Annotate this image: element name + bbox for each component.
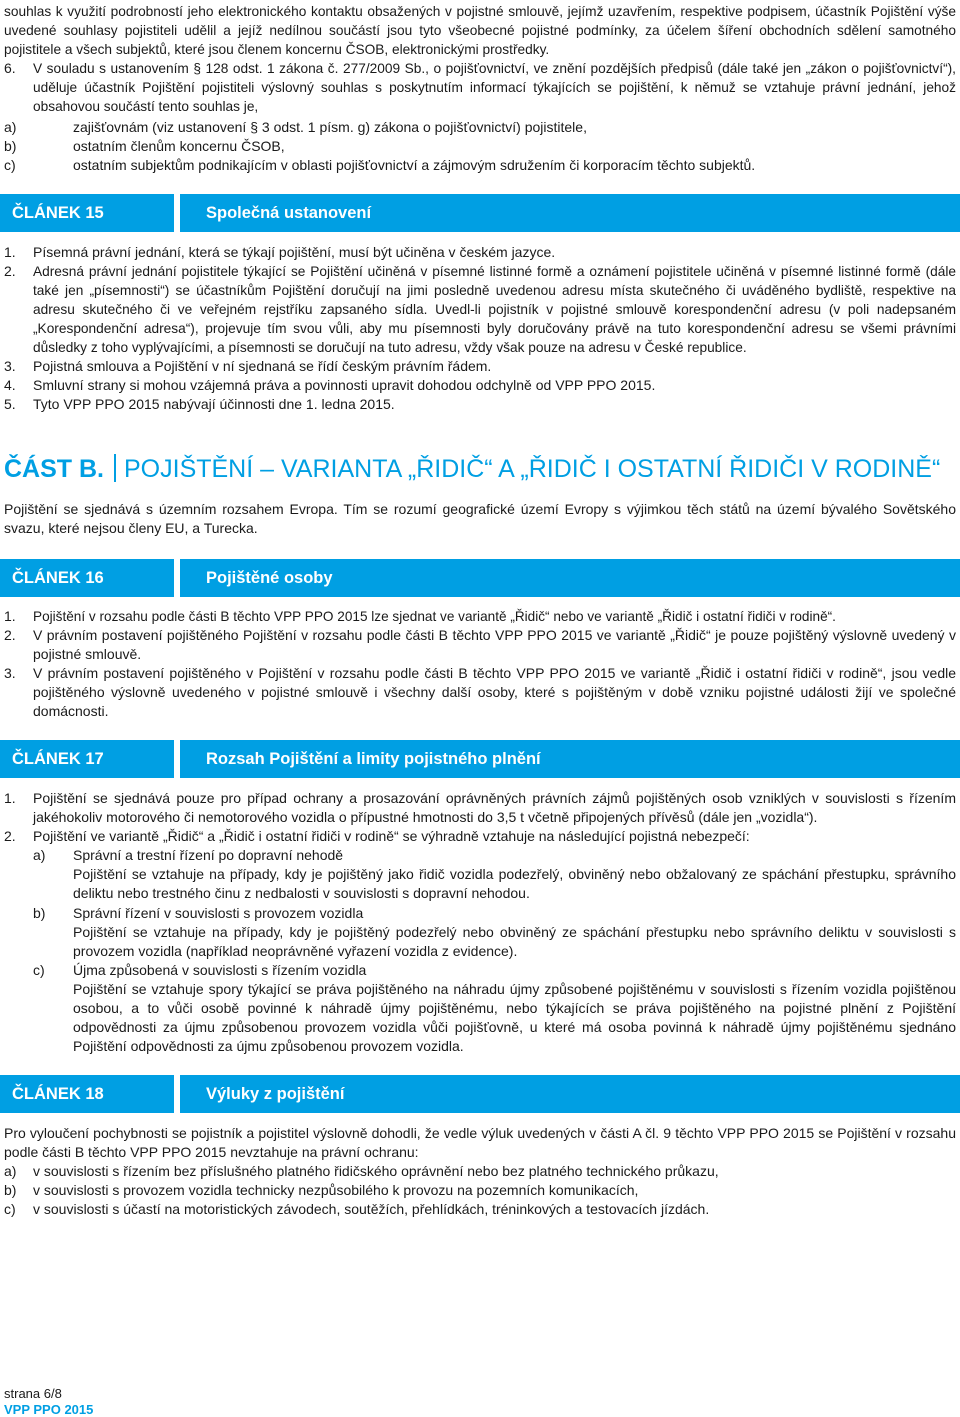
item-number: 1. bbox=[4, 608, 16, 624]
item-number: 2. bbox=[4, 828, 16, 844]
item-number: 2. bbox=[4, 263, 16, 279]
intro-sub-c: ostatním subjektům podnikajícím v oblasti pojišťovnictví a zájmovým sdružením či korporacím těchto subjektů. bbox=[73, 157, 756, 173]
art17-sub-text: Pojištění se vztahuje na případy, kdy je pojištěný jako řidič vozidla podezřelý, obviněný nebo obžalovaný ze spáchání přestupku, správního deliktu nebo trestného činu z nedbalosti v souvislosti s dopravní nehodou. bbox=[73, 866, 956, 901]
art17-sub-heading: Správní řízení v souvislosti s provozem vozidla bbox=[73, 905, 364, 921]
item-number: 3. bbox=[4, 358, 16, 374]
art15-item: Smluvní strany si mohou vzájemná práva a povinnosti upravit dohodou odchylně od VPP PPO 2015. bbox=[33, 377, 656, 393]
article-title: Společná ustanovení bbox=[180, 194, 960, 232]
article-number: ČLÁNEK 16 bbox=[0, 559, 174, 597]
item-letter: b) bbox=[4, 1182, 17, 1198]
article-18-header bbox=[0, 1075, 960, 1113]
item-letter: a) bbox=[33, 847, 46, 863]
article-17-header bbox=[0, 740, 960, 778]
item-number: 6. bbox=[4, 60, 16, 76]
intro-sub-a: zajišťovnám (viz ustanovení § 3 odst. 1 písm. g) zákona o pojišťovnictví) pojistitele, bbox=[73, 119, 587, 135]
item-letter: c) bbox=[4, 157, 16, 173]
part-separator bbox=[114, 454, 116, 482]
art18-item: v souvislosti s provozem vozidla technicky nezpůsobilého k provozu na pozemních komunikacích, bbox=[33, 1182, 639, 1198]
art16-item: Pojištění v rozsahu podle části B těchto VPP PPO 2015 lze sjednat ve variantě „Řidič“ nebo ve variantě „Řidič i ostatní řidiči v rodině“. bbox=[33, 609, 836, 624]
art15-item: Adresná právní jednání pojistitele týkající se Pojištění učiněná v písemné listinné formě a oznámení pojistitele učiněná v písemné listinné formě (dále také jen „písemnosti“) se účastníkům Pojištění doručují na jimi posledně uvedenou adresu místa skutečného či uváděného bydliště, respektive na adresu skutečného či ve veřejném rejstříku zapsaného sídla. Uvedl-li pojistník v pojistné smlouvě korespondenční adresu (v poli nadepsaném „Korespondenční adresa“), projevuje tím svou vůli, aby mu písemnosti byly doručovány právě na tuto korespondenční adresu se všemi právními důsledky z toho vyplývajícími, a písemnosti se doručují na tuto adresu, vždy však pouze na adresu v České republice. bbox=[33, 264, 956, 355]
item-letter: c) bbox=[33, 962, 45, 978]
art17-sub-heading: Správní a trestní řízení po dopravní nehodě bbox=[73, 847, 344, 863]
item-letter: b) bbox=[33, 905, 46, 921]
part-label: ČÁST B. bbox=[4, 455, 104, 483]
intro-paragraph: souhlas k využití podrobností jeho elektronického kontaktu obsažených v pojistné smlouvě, jejímž uzavřením, respektive podpisem, účastník Pojištění výše uvedené souhlasy pojistiteli udělil a jejíž nedílnou součástí jsou tyto všeobecné pojistné podmínky, za účelem šíření obchodních sdělení samotného pojistitele a všech subjektů, které jsou členem koncernu ČSOB, elektronickými prostředky. bbox=[4, 4, 956, 57]
document-code: VPP PPO 2015 bbox=[4, 1402, 94, 1417]
page-number: strana 6/8 bbox=[4, 1386, 62, 1401]
item-letter: c) bbox=[4, 1201, 16, 1217]
item-number: 1. bbox=[4, 790, 16, 806]
art17-sub-heading: Újma způsobená v souvislosti s řízením vozidla bbox=[73, 962, 367, 978]
art16-item: V právním postavení pojištěného Pojištění v rozsahu podle části B těchto VPP PPO 2015 ve variantě „Řidič“ je pouze pojištěný výslovně uvedený v pojistné smlouvě. bbox=[33, 627, 956, 662]
art18-item: v souvislosti s řízením bez příslušného platného řidičského oprávnění nebo bez platného technického průkazu, bbox=[33, 1163, 719, 1179]
item-number: 5. bbox=[4, 396, 16, 412]
article-title: Výluky z pojištění bbox=[180, 1075, 960, 1113]
art15-item: Písemná právní jednání, která se týkají pojištění, musí být učiněna v českém jazyce. bbox=[33, 244, 556, 260]
art15-item: Tyto VPP PPO 2015 nabývají účinnosti dne 1. ledna 2015. bbox=[33, 396, 395, 412]
part-heading: POJIŠTĚNÍ – VARIANTA „ŘIDIČ“ A „ŘIDIČ I OSTATNÍ ŘIDIČI V RODINĚ“ bbox=[124, 455, 941, 483]
item-number: 2. bbox=[4, 627, 16, 643]
art17-sub-text: Pojištění se vztahuje spory týkající se práva pojištěného na náhradu újmy způsobené pojištěnému v souvislosti s řízením vozidla pojištěnou osobou, a to vůči osobě povinné k náhradě újmy pojištěnému, nebo týkajících se práva pojištěného na pojistné plnění z Pojištění odpovědnosti za újmu způsobenou provozem vozidla vůči pojišťovně, u které má osoba povinná k náhradě újmy pojištěnému sjednáno Pojištění odpovědnosti za újmu způsobenou provozem vozidla. bbox=[73, 981, 956, 1054]
article-title: Rozsah Pojištění a limity pojistného plnění bbox=[180, 740, 960, 778]
part-b-title bbox=[4, 452, 940, 486]
intro-sub-b: ostatním členům koncernu ČSOB, bbox=[73, 138, 285, 154]
intro-item6: V souladu s ustanovením § 128 odst. 1 zákona č. 277/2009 Sb., o pojišťovnictví, ve znění pozdějších předpisů (dále také jen „zákon o pojišťovnictví“), uděluje účastník Pojištění pojistiteli výslovný souhlas s poskytnutím informací týkajících se pojištění, k němuž se vztahuje právní jednání, jehož obsahovou součástí tento souhlas je, bbox=[33, 61, 956, 114]
item-number: 1. bbox=[4, 244, 16, 260]
art18-intro: Pro vyloučení pochybnosti se pojistník a pojistitel výslovně dohodli, že vedle výluk uvedených v části A čl. 9 těchto VPP PPO 2015 se Pojištění v rozsahu podle části B těchto VPP PPO 2015 nevztahuje na právní ochranu: bbox=[4, 1125, 956, 1160]
article-15-header bbox=[0, 194, 960, 232]
item-letter: a) bbox=[4, 1163, 17, 1179]
article-title: Pojištěné osoby bbox=[180, 559, 960, 597]
article-number: ČLÁNEK 15 bbox=[0, 194, 174, 232]
art17-item: Pojištění ve variantě „Řidič“ a „Řidič i ostatní řidiči v rodině“ se výhradně vztahuje na následující pojistná nebezpečí: bbox=[33, 828, 750, 844]
art18-item: v souvislosti s účastí na motoristických závodech, soutěžích, přehlídkách, tréninkových a testovacích jízdách. bbox=[33, 1201, 710, 1217]
item-number: 3. bbox=[4, 665, 16, 681]
art15-item: Pojistná smlouva a Pojištění v ní sjednaná se řídí českým právním řádem. bbox=[33, 358, 492, 374]
article-number: ČLÁNEK 18 bbox=[0, 1075, 174, 1113]
art17-item: Pojištění se sjednává pouze pro případ ochrany a prosazování oprávněných právních zájmů pojištěných osob vzniklých v souvislosti s řízením jakéhokoliv motorového či nemotorového vozidla o přípustné hmotnosti do 3,5 t včetně připojených přívěsů (dále jen „vozidla“). bbox=[33, 790, 956, 825]
part-b-intro: Pojištění se sjednává s územním rozsahem Evropa. Tím se rozumí geografické území Evropy s výjimkou těch států na území bývalého Sovětského svazu, které nejsou členy EU, a Turecka. bbox=[4, 501, 956, 536]
article-16-header bbox=[0, 559, 960, 597]
art16-item: V právním postavení pojištěného v Pojištění v rozsahu podle části B těchto VPP PPO 2015 ve variantě „Řidič i ostatní řidiči v rodině“, jsou vedle pojištěného výslovně uvedeného v pojistné smlouvě i všechny další osoby, které s pojištěným v době vzniku pojistné události žijí ve společné domácnosti. bbox=[33, 665, 956, 719]
item-letter: a) bbox=[4, 119, 17, 135]
item-letter: b) bbox=[4, 138, 17, 154]
article-number: ČLÁNEK 17 bbox=[0, 740, 174, 778]
art17-sub-text: Pojištění se vztahuje na případy, kdy je pojištěný podezřelý nebo obviněný ze spáchání přestupku nebo správního deliktu v souvislosti s provozem vozidla (například neoprávněné vyřazení vozidla z evidence). bbox=[73, 924, 956, 959]
item-number: 4. bbox=[4, 377, 16, 393]
